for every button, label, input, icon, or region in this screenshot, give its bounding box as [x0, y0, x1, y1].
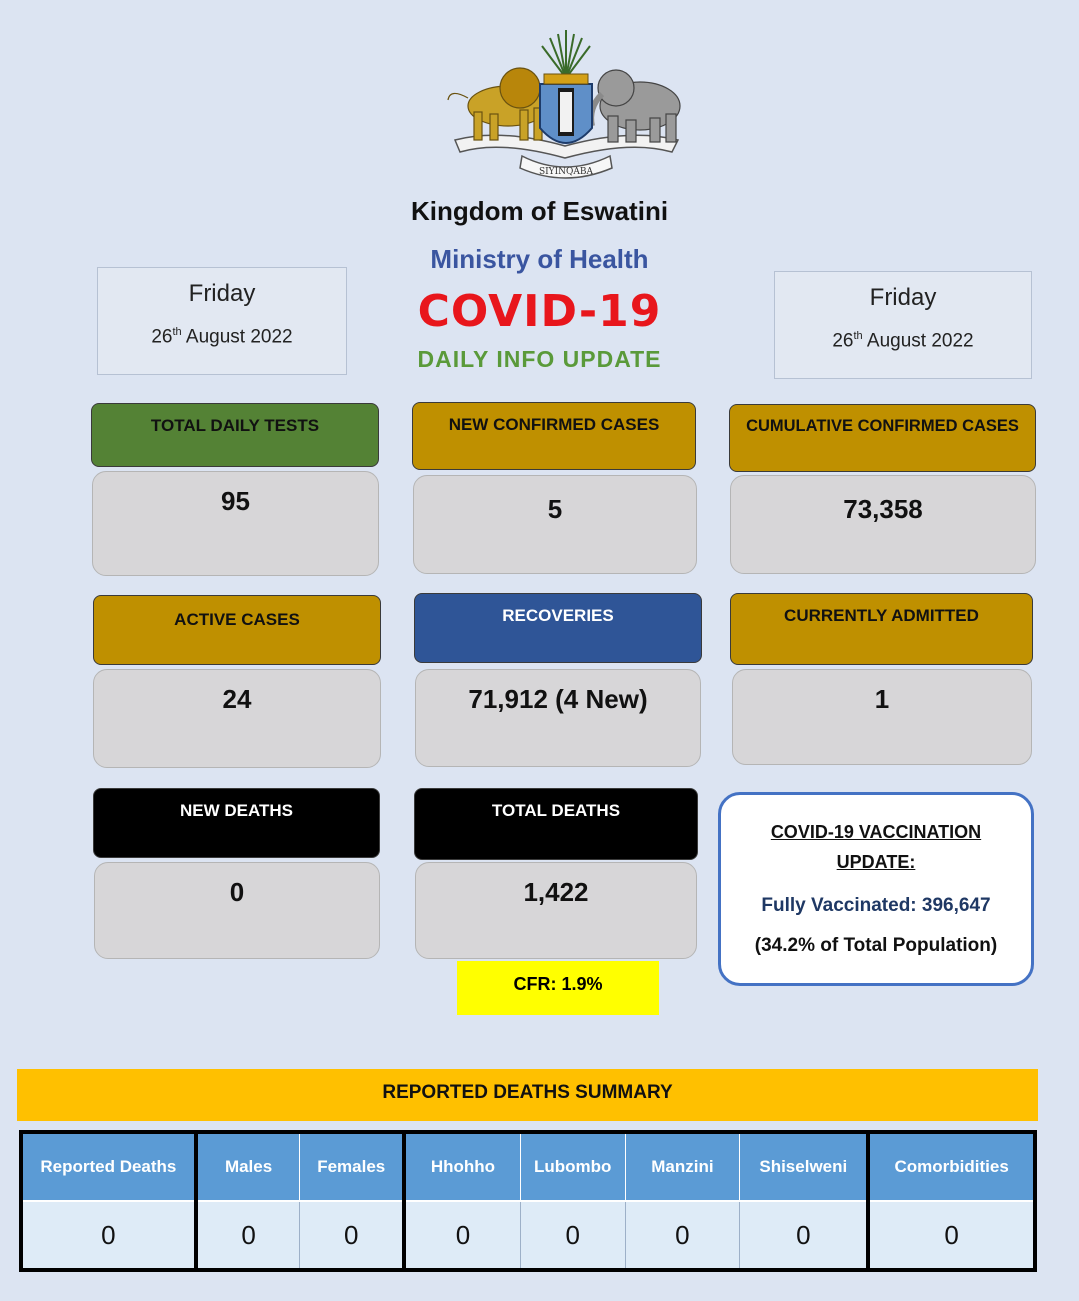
total-deaths-value: 1,422: [415, 862, 697, 959]
vaccination-update-card: [718, 792, 1034, 986]
table-cell: 0: [404, 1201, 520, 1270]
date-box-left: [97, 267, 347, 375]
total-daily-tests-value: 95: [92, 471, 379, 576]
covid-title: COVID-19: [417, 286, 662, 337]
vaccinated-percent: (34.2% of Total Population): [754, 935, 998, 956]
fully-vaccinated-count: Fully Vaccinated: 396,647: [761, 895, 991, 916]
currently-admitted-label: CURRENTLY ADMITTED: [730, 593, 1033, 665]
daily-info-subtitle: DAILY INFO UPDATE: [417, 346, 662, 372]
table-cell: 0: [196, 1201, 300, 1270]
column-header: Comorbidities: [868, 1132, 1035, 1201]
table-header-row: [21, 1132, 1035, 1201]
coat-motto: SIYINQABA: [538, 167, 594, 177]
column-header: Males: [196, 1132, 300, 1201]
reported-deaths-summary-title: REPORTED DEATHS SUMMARY: [17, 1069, 1038, 1121]
column-header: Lubombo: [520, 1132, 625, 1201]
date-text: 26th August 2022: [151, 326, 293, 348]
table-cell: 0: [625, 1201, 740, 1270]
vaccination-title: COVID-19 VACCINATION UPDATE:: [770, 822, 982, 872]
table-cell: 0: [300, 1201, 404, 1270]
total-daily-tests-label: TOTAL DAILY TESTS: [91, 403, 379, 467]
column-header: Reported Deaths: [21, 1132, 196, 1201]
table-cell: 0: [740, 1201, 869, 1270]
new-confirmed-cases-label: NEW CONFIRMED CASES: [412, 402, 696, 470]
deaths-summary-table: [19, 1130, 1037, 1272]
column-header: Manzini: [625, 1132, 740, 1201]
cumulative-confirmed-cases-label: CUMULATIVE CONFIRMED CASES: [729, 404, 1036, 472]
active-cases-label: ACTIVE CASES: [93, 595, 381, 665]
currently-admitted-value: 1: [732, 669, 1032, 765]
column-header: Shiselweni: [740, 1132, 869, 1201]
new-deaths-label: NEW DEATHS: [93, 788, 380, 858]
date-box-right: [774, 271, 1032, 379]
kingdom-title: Kingdom of Eswatini: [410, 196, 669, 226]
date-text: 26th August 2022: [832, 330, 974, 352]
recoveries-value: 71,912 (4 New): [415, 669, 701, 767]
table-cell: 0: [868, 1201, 1035, 1270]
new-confirmed-cases-value: 5: [413, 475, 697, 574]
date-day: Friday: [188, 280, 256, 307]
ministry-title: Ministry of Health: [430, 244, 649, 274]
date-day: Friday: [869, 284, 937, 311]
cfr-badge: CFR: 1.9%: [457, 961, 659, 1015]
table-row: [21, 1201, 1035, 1270]
table-cell: 0: [520, 1201, 625, 1270]
recoveries-label: RECOVERIES: [414, 593, 702, 663]
active-cases-value: 24: [93, 669, 381, 768]
coat-of-arms-emblem: [440, 28, 690, 188]
table-cell: 0: [21, 1201, 196, 1270]
cumulative-confirmed-cases-value: 73,358: [730, 475, 1036, 574]
column-header: Hhohho: [404, 1132, 520, 1201]
total-deaths-label: TOTAL DEATHS: [414, 788, 698, 860]
new-deaths-value: 0: [94, 862, 380, 959]
column-header: Females: [300, 1132, 404, 1201]
